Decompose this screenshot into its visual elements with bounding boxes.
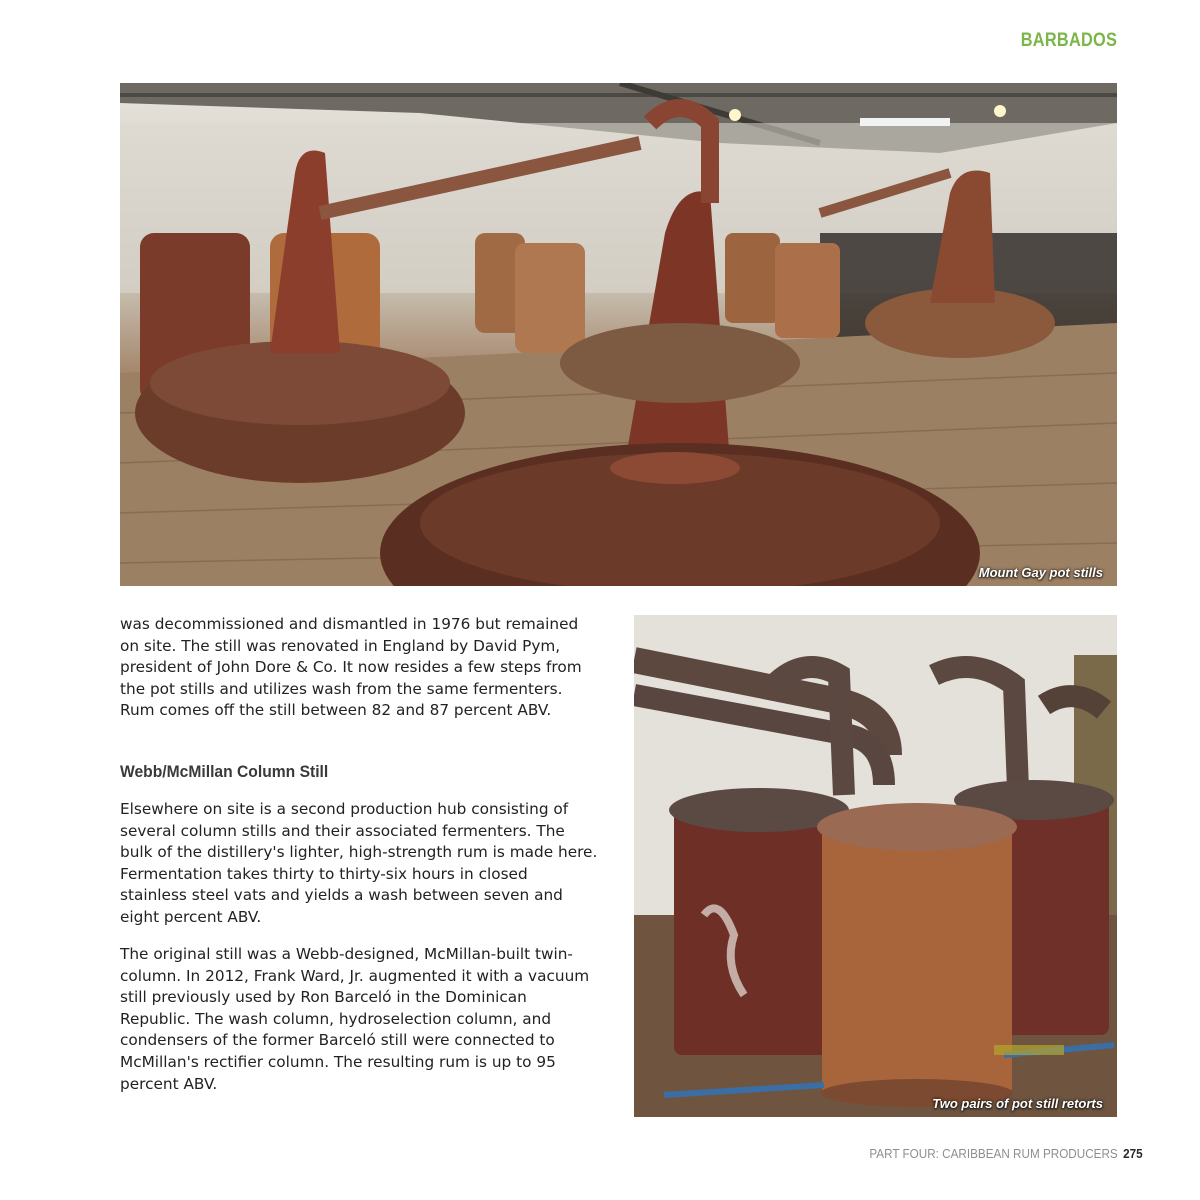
top-photo-caption: Mount Gay pot stills	[978, 565, 1103, 580]
paragraph-3: The original still was a Webb-designed, McMillan-built twin-column. In 2012, Frank Ward, Jr. augmented it with a vacuum still previously used by Ron Barceló in the Dominican Republic. The wash column, hydroselection column, and condensers of the former Barceló still were connected to McMillan's rectifier column. The resulting rum is up to 95 percent ABV.	[120, 945, 590, 1093]
footer-part-label: PART FOUR: CARIBBEAN RUM PRODUCERS	[869, 1146, 1119, 1161]
pot-stills-illustration	[120, 83, 1117, 586]
paragraph-2: Elsewhere on site is a second production hub consisting of several column stills and their associated fermenters. The bulk of the distillery's lighter, high-strength rum is made here. Fermentation takes thirty to thirty-six hours in closed stainless steel vats and yields a wash between seven and eight percent ABV.	[120, 800, 598, 926]
section-header: BARBADOS	[1020, 30, 1117, 51]
page-number: 275	[1123, 1146, 1143, 1161]
retorts-photo	[634, 615, 1117, 1117]
paragraph-1: was decommissioned and dismantled in 1976 but remained on site. The still was renovated in England by David Pym, president of John Dore & Co. It now resides a few steps from the pot stills and utilizes wash from the same fermenters. Rum comes off the still between 82 and 87 percent ABV.	[120, 615, 582, 720]
pot-stills-photo	[120, 83, 1117, 586]
bottom-photo-caption: Two pairs of pot still retorts	[932, 1096, 1103, 1111]
page-footer	[870, 1146, 1143, 1161]
retorts-illustration	[634, 615, 1117, 1117]
subheading: Webb/McMillan Column Still	[120, 762, 329, 781]
